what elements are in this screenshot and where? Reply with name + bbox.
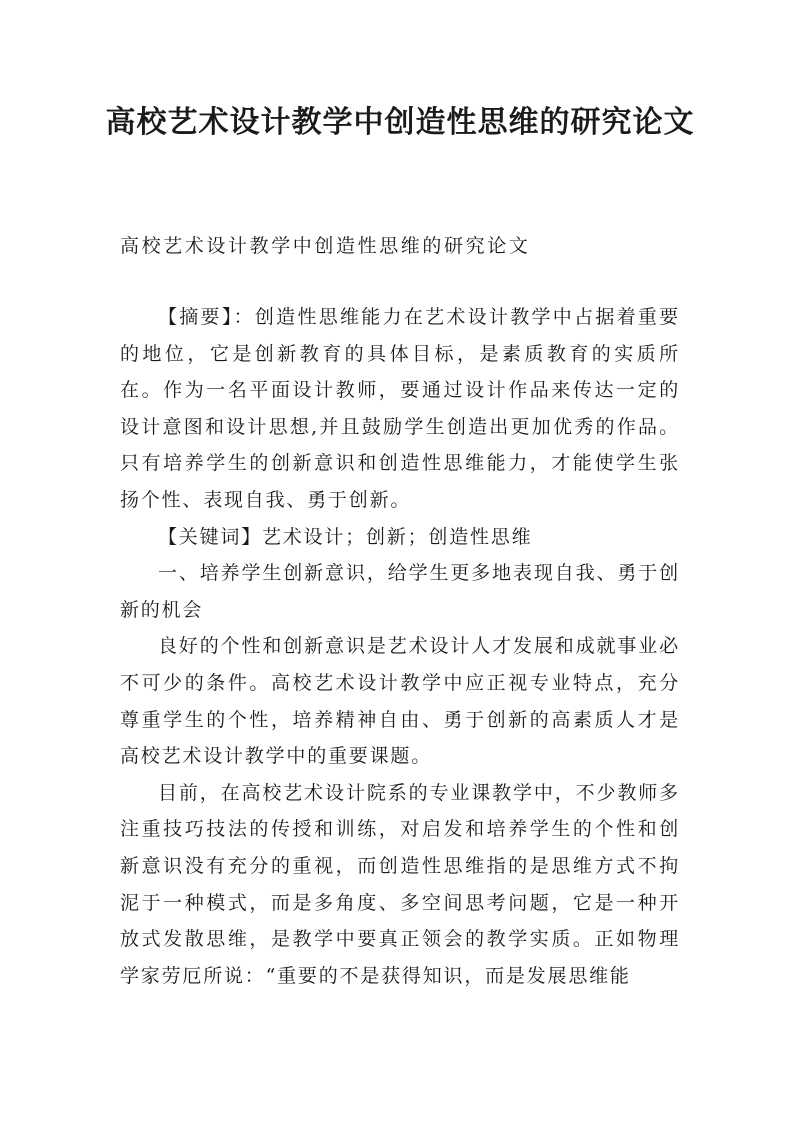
keywords-paragraph: 【关键词】艺术设计；创新；创造性思维 xyxy=(158,525,533,548)
section-heading-1: 一、培养学生创新意识，给学生更多地表现自我、勇于创新的机会 xyxy=(120,562,680,621)
body-paragraph: 良好的个性和创新意识是艺术设计人才发展和成就事业必不可少的条件。高校艺术设计教学中应正视专业特点，充分尊重学生的个性，培养精神自由、勇于创新的高素质人才是高校艺术设计教学中的重要课题。 xyxy=(120,635,680,768)
body-paragraph: 目前，在高校艺术设计院系的专业课教学中，不少教师多注重技巧技法的传授和训练，对启发和培养学生的个性和创新意识没有充分的重视，而创造性思维指的是思维方式不拘泥于一种模式，而是多角度、多空间思考问题，它是一种开放式发散思维，是教学中要真正领会的教学实质。正如物理学家劳厄所说：“重要的不是获得知识，而是发展思维能 xyxy=(120,781,680,987)
abstract-paragraph: 【摘要】：创造性思维能力在艺术设计教学中占据着重要的地位，它是创新教育的具体目标，是素质教育的实质所在。作为一名平面设计教师，要通过设计作品来传达一定的设计意图和设计思想,并且鼓励学生创造出更加优秀的作品。只有培养学生的创新意识和创造性思维能力，才能使学生张扬个性、表现自我、勇于创新。 xyxy=(120,306,680,511)
document-title: 高校艺术设计教学中创造性思维的研究论文 xyxy=(105,105,695,140)
document-body xyxy=(120,299,680,994)
document-subtitle: 高校艺术设计教学中创造性思维的研究论文 xyxy=(120,235,531,257)
